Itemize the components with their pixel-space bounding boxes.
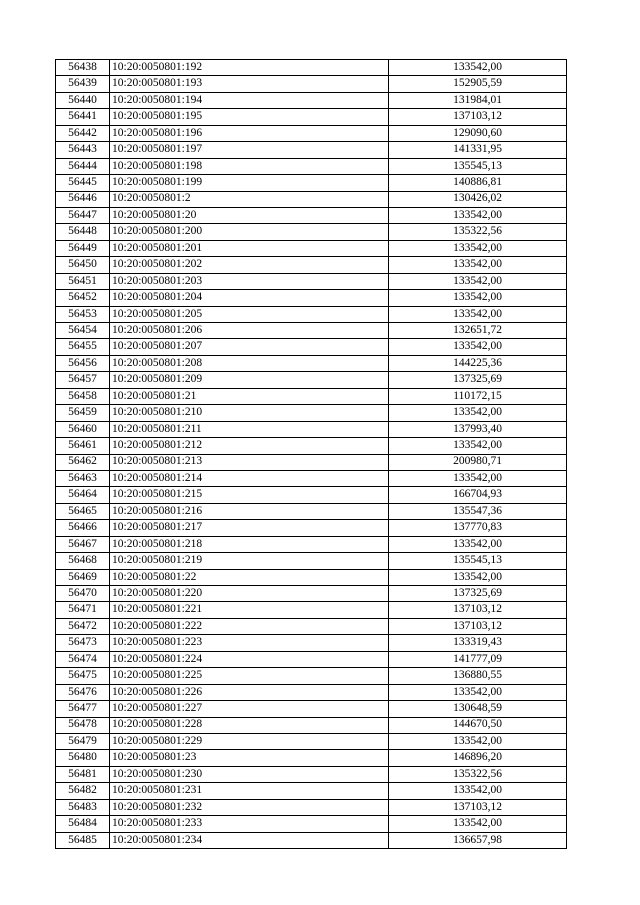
cadastral-number-cell: 10:20:0050801:193 <box>110 76 389 92</box>
table-row <box>56 503 567 519</box>
table-row <box>56 257 567 273</box>
table-row <box>56 816 567 832</box>
cadastral-value-cell: 136657,98 <box>389 832 567 848</box>
table-row <box>56 76 567 92</box>
cadastral-value-cell: 137103,12 <box>389 618 567 634</box>
cadastral-number-cell: 10:20:0050801:204 <box>110 290 389 306</box>
table-row <box>56 355 567 371</box>
cadastral-number-cell: 10:20:0050801:218 <box>110 536 389 552</box>
cadastral-value-cell: 133542,00 <box>389 684 567 700</box>
row-number-cell: 56450 <box>56 257 110 273</box>
cadastral-number-cell: 10:20:0050801:226 <box>110 684 389 700</box>
cadastral-number-cell: 10:20:0050801:207 <box>110 339 389 355</box>
table-row <box>56 60 567 76</box>
cadastral-number-cell: 10:20:0050801:229 <box>110 733 389 749</box>
cadastral-number-cell: 10:20:0050801:205 <box>110 306 389 322</box>
cadastral-number-cell: 10:20:0050801:221 <box>110 602 389 618</box>
cadastral-value-cell: 133542,00 <box>389 536 567 552</box>
cadastral-number-cell: 10:20:0050801:23 <box>110 750 389 766</box>
row-number-cell: 56467 <box>56 536 110 552</box>
cadastral-number-cell: 10:20:0050801:198 <box>110 158 389 174</box>
row-number-cell: 56482 <box>56 783 110 799</box>
table-row <box>56 668 567 684</box>
cadastral-number-cell: 10:20:0050801:195 <box>110 109 389 125</box>
cadastral-value-cell: 135322,56 <box>389 224 567 240</box>
cadastral-value-cell: 141777,09 <box>389 651 567 667</box>
row-number-cell: 56445 <box>56 175 110 191</box>
table-row <box>56 651 567 667</box>
cadastral-number-cell: 10:20:0050801:225 <box>110 668 389 684</box>
table-row <box>56 487 567 503</box>
row-number-cell: 56449 <box>56 240 110 256</box>
row-number-cell: 56441 <box>56 109 110 125</box>
cadastral-number-cell: 10:20:0050801:228 <box>110 717 389 733</box>
row-number-cell: 56451 <box>56 273 110 289</box>
row-number-cell: 56466 <box>56 520 110 536</box>
cadastral-number-cell: 10:20:0050801:192 <box>110 60 389 76</box>
table-row <box>56 618 567 634</box>
cadastral-value-cell: 133542,00 <box>389 306 567 322</box>
table-row <box>56 783 567 799</box>
cadastral-number-cell: 10:20:0050801:212 <box>110 438 389 454</box>
table-row <box>56 569 567 585</box>
cadastral-number-cell: 10:20:0050801:194 <box>110 92 389 108</box>
row-number-cell: 56454 <box>56 323 110 339</box>
cadastral-value-cell: 135545,13 <box>389 158 567 174</box>
row-number-cell: 56453 <box>56 306 110 322</box>
row-number-cell: 56448 <box>56 224 110 240</box>
table-row <box>56 158 567 174</box>
cadastral-value-cell: 130426,02 <box>389 191 567 207</box>
cadastral-value-cell: 130648,59 <box>389 701 567 717</box>
cadastral-value-cell: 137103,12 <box>389 602 567 618</box>
cadastral-value-cell: 152905,59 <box>389 76 567 92</box>
table-row <box>56 175 567 191</box>
table-row <box>56 701 567 717</box>
cadastral-number-cell: 10:20:0050801:222 <box>110 618 389 634</box>
table-row <box>56 306 567 322</box>
cadastral-value-cell: 133319,43 <box>389 635 567 651</box>
cadastral-value-cell: 131984,01 <box>389 92 567 108</box>
table-row <box>56 470 567 486</box>
row-number-cell: 56484 <box>56 816 110 832</box>
row-number-cell: 56444 <box>56 158 110 174</box>
table-row <box>56 207 567 223</box>
row-number-cell: 56470 <box>56 586 110 602</box>
cadastral-value-cell: 110172,15 <box>389 388 567 404</box>
cadastral-number-cell: 10:20:0050801:234 <box>110 832 389 848</box>
row-number-cell: 56471 <box>56 602 110 618</box>
row-number-cell: 56479 <box>56 733 110 749</box>
cadastral-number-cell: 10:20:0050801:224 <box>110 651 389 667</box>
row-number-cell: 56473 <box>56 635 110 651</box>
cadastral-value-cell: 137325,69 <box>389 372 567 388</box>
row-number-cell: 56480 <box>56 750 110 766</box>
cadastral-value-cell: 200980,71 <box>389 454 567 470</box>
table-row <box>56 635 567 651</box>
cadastral-number-cell: 10:20:0050801:230 <box>110 766 389 782</box>
cadastral-value-cell: 135547,36 <box>389 503 567 519</box>
row-number-cell: 56455 <box>56 339 110 355</box>
table-row <box>56 290 567 306</box>
cadastral-number-cell: 10:20:0050801:216 <box>110 503 389 519</box>
cadastral-number-cell: 10:20:0050801:202 <box>110 257 389 273</box>
cadastral-value-cell: 133542,00 <box>389 569 567 585</box>
cadastral-value-cell: 144225,36 <box>389 355 567 371</box>
table-row <box>56 717 567 733</box>
cadastral-number-cell: 10:20:0050801:220 <box>110 586 389 602</box>
row-number-cell: 56443 <box>56 142 110 158</box>
cadastral-number-cell: 10:20:0050801:217 <box>110 520 389 536</box>
row-number-cell: 56456 <box>56 355 110 371</box>
row-number-cell: 56462 <box>56 454 110 470</box>
cadastral-value-cell: 166704,93 <box>389 487 567 503</box>
cadastral-value-cell: 133542,00 <box>389 816 567 832</box>
cadastral-number-cell: 10:20:0050801:210 <box>110 405 389 421</box>
cadastral-number-cell: 10:20:0050801:209 <box>110 372 389 388</box>
cadastral-number-cell: 10:20:0050801:211 <box>110 421 389 437</box>
row-number-cell: 56452 <box>56 290 110 306</box>
table-row <box>56 553 567 569</box>
cadastral-number-cell: 10:20:0050801:206 <box>110 323 389 339</box>
cadastral-value-cell: 146896,20 <box>389 750 567 766</box>
row-number-cell: 56465 <box>56 503 110 519</box>
table-row <box>56 586 567 602</box>
row-number-cell: 56461 <box>56 438 110 454</box>
cadastral-number-cell: 10:20:0050801:203 <box>110 273 389 289</box>
cadastral-value-cell: 137770,83 <box>389 520 567 536</box>
cadastral-number-cell: 10:20:0050801:233 <box>110 816 389 832</box>
cadastral-number-cell: 10:20:0050801:208 <box>110 355 389 371</box>
row-number-cell: 56477 <box>56 701 110 717</box>
cadastral-number-cell: 10:20:0050801:223 <box>110 635 389 651</box>
table-row <box>56 421 567 437</box>
cadastral-number-cell: 10:20:0050801:196 <box>110 125 389 141</box>
cadastral-number-cell: 10:20:0050801:22 <box>110 569 389 585</box>
cadastral-number-cell: 10:20:0050801:2 <box>110 191 389 207</box>
row-number-cell: 56459 <box>56 405 110 421</box>
cadastral-value-cell: 137103,12 <box>389 799 567 815</box>
table-row <box>56 240 567 256</box>
row-number-cell: 56463 <box>56 470 110 486</box>
row-number-cell: 56483 <box>56 799 110 815</box>
table-row <box>56 191 567 207</box>
row-number-cell: 56447 <box>56 207 110 223</box>
table-row <box>56 109 567 125</box>
cadastral-value-cell: 137103,12 <box>389 109 567 125</box>
table-row <box>56 92 567 108</box>
cadastral-value-cell: 136880,55 <box>389 668 567 684</box>
cadastral-value-cell: 133542,00 <box>389 339 567 355</box>
row-number-cell: 56475 <box>56 668 110 684</box>
cadastral-number-cell: 10:20:0050801:200 <box>110 224 389 240</box>
table-row <box>56 832 567 848</box>
table-row <box>56 520 567 536</box>
table-row <box>56 372 567 388</box>
cadastral-number-cell: 10:20:0050801:214 <box>110 470 389 486</box>
cadastral-number-cell: 10:20:0050801:227 <box>110 701 389 717</box>
row-number-cell: 56446 <box>56 191 110 207</box>
row-number-cell: 56440 <box>56 92 110 108</box>
cadastral-value-cell: 133542,00 <box>389 405 567 421</box>
row-number-cell: 56472 <box>56 618 110 634</box>
cadastral-value-cell: 133542,00 <box>389 207 567 223</box>
row-number-cell: 56458 <box>56 388 110 404</box>
cadastral-number-cell: 10:20:0050801:213 <box>110 454 389 470</box>
row-number-cell: 56438 <box>56 60 110 76</box>
cadastral-value-cell: 135322,56 <box>389 766 567 782</box>
cadastral-value-cell: 133542,00 <box>389 438 567 454</box>
cadastral-value-cell: 137325,69 <box>389 586 567 602</box>
cadastral-value-cell: 129090,60 <box>389 125 567 141</box>
cadastral-value-cell: 144670,50 <box>389 717 567 733</box>
table-row <box>56 684 567 700</box>
cadastral-value-table <box>55 59 567 849</box>
cadastral-number-cell: 10:20:0050801:215 <box>110 487 389 503</box>
cadastral-value-cell: 135545,13 <box>389 553 567 569</box>
table-row <box>56 323 567 339</box>
table-row <box>56 273 567 289</box>
table-row <box>56 142 567 158</box>
row-number-cell: 56460 <box>56 421 110 437</box>
cadastral-value-cell: 133542,00 <box>389 470 567 486</box>
table-row <box>56 766 567 782</box>
cadastral-value-cell: 133542,00 <box>389 783 567 799</box>
row-number-cell: 56439 <box>56 76 110 92</box>
row-number-cell: 56476 <box>56 684 110 700</box>
cadastral-number-cell: 10:20:0050801:199 <box>110 175 389 191</box>
table-row <box>56 125 567 141</box>
cadastral-value-cell: 133542,00 <box>389 290 567 306</box>
cadastral-number-cell: 10:20:0050801:20 <box>110 207 389 223</box>
table-row <box>56 733 567 749</box>
cadastral-value-cell: 133542,00 <box>389 273 567 289</box>
cadastral-number-cell: 10:20:0050801:201 <box>110 240 389 256</box>
table-row <box>56 750 567 766</box>
table-body <box>56 60 567 849</box>
cadastral-value-cell: 133542,00 <box>389 733 567 749</box>
table-row <box>56 405 567 421</box>
cadastral-value-cell: 132651,72 <box>389 323 567 339</box>
row-number-cell: 56474 <box>56 651 110 667</box>
table-row <box>56 536 567 552</box>
cadastral-value-cell: 141331,95 <box>389 142 567 158</box>
table-row <box>56 388 567 404</box>
row-number-cell: 56481 <box>56 766 110 782</box>
cadastral-value-cell: 137993,40 <box>389 421 567 437</box>
cadastral-value-cell: 133542,00 <box>389 60 567 76</box>
table-row <box>56 224 567 240</box>
cadastral-number-cell: 10:20:0050801:231 <box>110 783 389 799</box>
row-number-cell: 56478 <box>56 717 110 733</box>
table-row <box>56 799 567 815</box>
table-row <box>56 454 567 470</box>
table-row <box>56 438 567 454</box>
row-number-cell: 56485 <box>56 832 110 848</box>
table-row <box>56 339 567 355</box>
row-number-cell: 56469 <box>56 569 110 585</box>
cadastral-number-cell: 10:20:0050801:21 <box>110 388 389 404</box>
row-number-cell: 56464 <box>56 487 110 503</box>
row-number-cell: 56442 <box>56 125 110 141</box>
cadastral-value-cell: 133542,00 <box>389 257 567 273</box>
cadastral-number-cell: 10:20:0050801:232 <box>110 799 389 815</box>
cadastral-value-cell: 140886,81 <box>389 175 567 191</box>
row-number-cell: 56468 <box>56 553 110 569</box>
cadastral-number-cell: 10:20:0050801:219 <box>110 553 389 569</box>
cadastral-number-cell: 10:20:0050801:197 <box>110 142 389 158</box>
row-number-cell: 56457 <box>56 372 110 388</box>
cadastral-value-cell: 133542,00 <box>389 240 567 256</box>
table-row <box>56 602 567 618</box>
